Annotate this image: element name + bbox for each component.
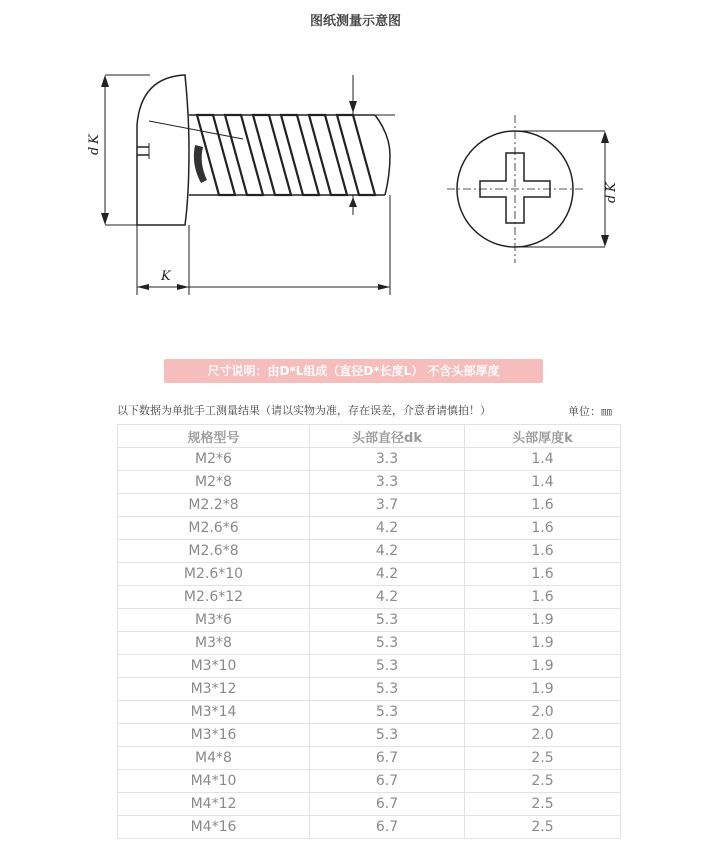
- cell-head-diameter: 5.3: [310, 655, 465, 678]
- table-row: [118, 724, 621, 747]
- cell-model: M3*16: [118, 724, 310, 747]
- dk-sub-left: K: [87, 134, 102, 144]
- table-row: [118, 494, 621, 517]
- table-row: [118, 609, 621, 632]
- cell-model: M2.6*10: [118, 563, 310, 586]
- cell-head-thickness: 1.4: [465, 448, 621, 471]
- table-row: [118, 586, 621, 609]
- k-label: K: [161, 269, 171, 284]
- dk-sub-right: K: [604, 182, 619, 192]
- page-title: 图纸测量示意图: [309, 14, 401, 29]
- table-row: [118, 793, 621, 816]
- cell-model: M4*10: [118, 770, 310, 793]
- cell-head-thickness: 2.5: [465, 770, 621, 793]
- cell-model: M3*8: [118, 632, 310, 655]
- cell-head-thickness: 1.6: [465, 517, 621, 540]
- dk-label-left: d: [87, 146, 102, 155]
- table-row: [118, 678, 621, 701]
- table-row: [118, 471, 621, 494]
- cell-head-diameter: 4.2: [310, 540, 465, 563]
- cell-model: M3*10: [118, 655, 310, 678]
- table-row: [118, 632, 621, 655]
- cell-head-diameter: 3.7: [310, 494, 465, 517]
- cell-model: M4*16: [118, 816, 310, 839]
- cell-model: M2*6: [118, 448, 310, 471]
- table-row: [118, 770, 621, 793]
- cell-head-diameter: 5.3: [310, 609, 465, 632]
- cell-model: M2.6*12: [118, 586, 310, 609]
- table-row: [118, 517, 621, 540]
- cell-head-diameter: 3.3: [310, 471, 465, 494]
- table-body: [118, 448, 621, 839]
- cell-model: M4*12: [118, 793, 310, 816]
- thread-lines: [197, 115, 375, 195]
- cell-head-thickness: 1.4: [465, 471, 621, 494]
- screw-head: [137, 75, 189, 225]
- cell-head-thickness: 1.6: [465, 586, 621, 609]
- cell-head-diameter: 6.7: [310, 816, 465, 839]
- table-row: [118, 563, 621, 586]
- cell-head-thickness: 2.0: [465, 701, 621, 724]
- header-model: 规格型号: [118, 425, 310, 448]
- table-row: [118, 747, 621, 770]
- cell-model: M3*6: [118, 609, 310, 632]
- cell-head-diameter: 6.7: [310, 793, 465, 816]
- cell-model: M3*12: [118, 678, 310, 701]
- cell-head-thickness: 1.9: [465, 609, 621, 632]
- cell-model: M3*14: [118, 701, 310, 724]
- dimension-note-badge: 尺寸说明：由D*L组成（直径D*长度L） 不含头部厚度: [164, 359, 543, 383]
- cell-model: M4*8: [118, 747, 310, 770]
- cell-head-diameter: 4.2: [310, 586, 465, 609]
- cell-head-thickness: 1.6: [465, 563, 621, 586]
- cell-head-diameter: 5.3: [310, 701, 465, 724]
- cell-head-diameter: 4.2: [310, 563, 465, 586]
- screw-drawing: [85, 55, 625, 305]
- cell-head-diameter: 6.7: [310, 770, 465, 793]
- cell-head-thickness: 1.9: [465, 678, 621, 701]
- cell-head-thickness: 2.5: [465, 793, 621, 816]
- header-head-diameter: 头部直径dk: [310, 425, 465, 448]
- cell-head-diameter: 5.3: [310, 678, 465, 701]
- cell-head-thickness: 1.6: [465, 540, 621, 563]
- unit-label: 单位：㎜: [568, 405, 612, 418]
- cell-head-diameter: 4.2: [310, 517, 465, 540]
- cell-head-thickness: 1.9: [465, 632, 621, 655]
- spec-table: [117, 424, 621, 839]
- cell-head-diameter: 5.3: [310, 632, 465, 655]
- cell-head-diameter: 3.3: [310, 448, 465, 471]
- cell-model: M2.6*8: [118, 540, 310, 563]
- cell-model: M2.6*6: [118, 517, 310, 540]
- table-row: [118, 816, 621, 839]
- table-row: [118, 540, 621, 563]
- dk-label-right: d: [604, 194, 619, 203]
- cell-head-diameter: 5.3: [310, 724, 465, 747]
- cell-head-thickness: 2.5: [465, 816, 621, 839]
- cell-head-thickness: 1.6: [465, 494, 621, 517]
- cell-head-thickness: 2.0: [465, 724, 621, 747]
- table-row: [118, 448, 621, 471]
- measurement-intro: 以下数据为单批手工测量结果（请以实物为准，存在误差，介意者请慎拍！）: [117, 404, 491, 417]
- cell-head-thickness: 1.9: [465, 655, 621, 678]
- header-head-thickness: 头部厚度k: [465, 425, 621, 448]
- cell-model: M2*8: [118, 471, 310, 494]
- table-row: [118, 701, 621, 724]
- cell-model: M2.2*8: [118, 494, 310, 517]
- table-header-row: [118, 425, 621, 448]
- table-row: [118, 655, 621, 678]
- cell-head-thickness: 2.5: [465, 747, 621, 770]
- cell-head-diameter: 6.7: [310, 747, 465, 770]
